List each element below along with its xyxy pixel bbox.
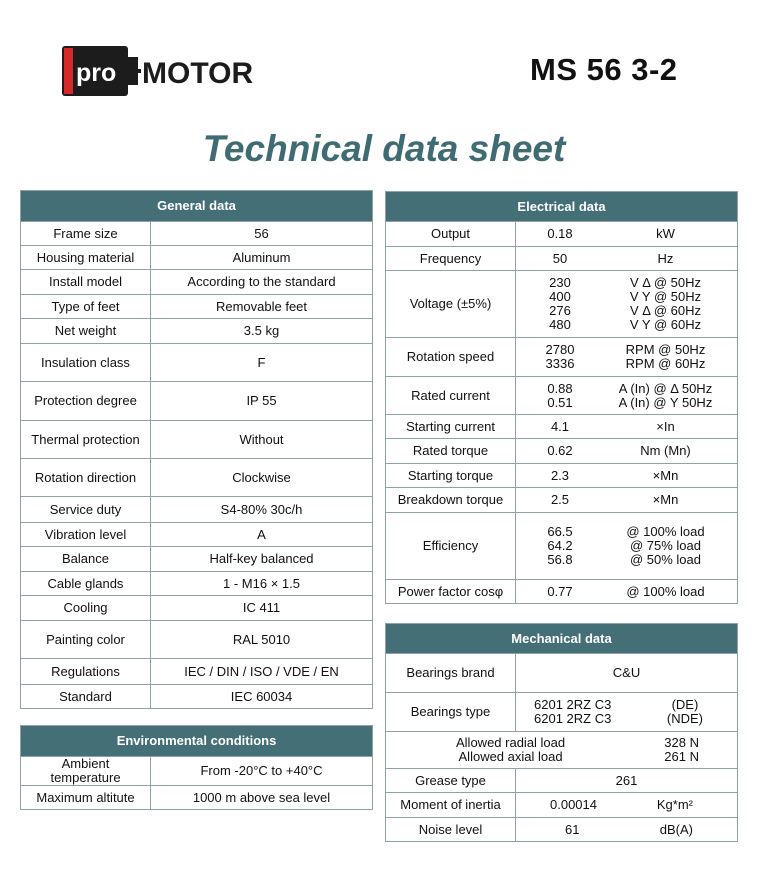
general-label: Net weight bbox=[21, 319, 151, 344]
general-label: Housing material bbox=[21, 246, 151, 270]
electrical-value: 2780 bbox=[545, 342, 575, 357]
general-value: 1 - M16 × 1.5 bbox=[151, 572, 373, 596]
electrical-unit: @ 100% load bbox=[626, 583, 705, 599]
general-label: Service duty bbox=[21, 497, 151, 523]
electrical-label: Starting current bbox=[386, 415, 516, 439]
electrical-unit: ×Mn bbox=[652, 492, 679, 507]
electrical-unit: V Y @ 50Hz bbox=[629, 289, 702, 304]
electrical-value: 400 bbox=[549, 289, 571, 304]
electrical-unit: RPM @ 50Hz bbox=[625, 342, 706, 357]
moment-of-inertia-label: Moment of inertia bbox=[386, 793, 516, 818]
general-label: Cable glands bbox=[21, 572, 151, 596]
general-value: F bbox=[151, 344, 373, 382]
electrical-value-cell bbox=[516, 222, 738, 247]
electrical-value: 2.5 bbox=[550, 492, 570, 507]
electrical-value: 0.88 bbox=[547, 380, 573, 396]
electrical-value: 50 bbox=[552, 250, 568, 266]
general-row-thermal-protection bbox=[21, 421, 373, 459]
general-value: Without bbox=[151, 421, 373, 459]
axial-load-value: 261 N bbox=[664, 749, 699, 764]
electrical-row-efficiency bbox=[386, 513, 738, 580]
general-row-install-model bbox=[21, 270, 373, 295]
general-label: Frame size bbox=[21, 222, 151, 246]
electrical-row-power-factor-cos bbox=[386, 580, 738, 604]
environment-row-ambient-temperature bbox=[21, 757, 373, 786]
electrical-row-rotation-speed bbox=[386, 338, 738, 377]
general-row-frame-size bbox=[21, 222, 373, 246]
noise-level-label: Noise level bbox=[386, 818, 516, 842]
general-row-service-duty bbox=[21, 497, 373, 523]
general-row-standard bbox=[21, 685, 373, 709]
environmental-heading: Environmental conditions bbox=[21, 726, 373, 757]
general-row-painting-color bbox=[21, 621, 373, 659]
electrical-unit: A (In) @ Y 50Hz bbox=[618, 394, 713, 410]
model-number: MS 56 3-2 bbox=[530, 52, 678, 87]
electrical-value: 56.8 bbox=[547, 552, 573, 567]
mechanical-data-table bbox=[385, 623, 738, 842]
general-value: 56 bbox=[151, 222, 373, 246]
moment-of-inertia-value: 0.00014 bbox=[550, 797, 597, 812]
general-label: Cooling bbox=[21, 596, 151, 621]
electrical-value-cell bbox=[516, 377, 738, 415]
electrical-label: Frequency bbox=[386, 247, 516, 271]
electrical-value: 276 bbox=[549, 303, 571, 318]
electrical-label: Power factor cosφ bbox=[386, 580, 516, 604]
electrical-row-breakdown-torque bbox=[386, 488, 738, 513]
radial-load-label: Allowed radial load bbox=[456, 735, 566, 750]
general-row-rotation-direction bbox=[21, 459, 373, 497]
noise-level-value: 61 bbox=[565, 821, 580, 837]
general-label: Install model bbox=[21, 270, 151, 295]
electrical-unit: ×In bbox=[656, 418, 675, 434]
electrical-row-voltage-5 bbox=[386, 271, 738, 338]
electrical-value-cell bbox=[516, 464, 738, 488]
axial-load-label: Allowed axial load bbox=[458, 749, 563, 764]
electrical-row-output bbox=[386, 222, 738, 247]
environment-value: 1000 m above sea level bbox=[151, 786, 373, 810]
bearing-de-value: 6201 2RZ C3 bbox=[534, 697, 612, 712]
grease-type-label: Grease type bbox=[386, 769, 516, 793]
electrical-row-rated-torque bbox=[386, 439, 738, 464]
general-value: A bbox=[151, 523, 373, 547]
electrical-unit: kW bbox=[656, 226, 675, 241]
electrical-label: Efficiency bbox=[386, 513, 516, 580]
bearings-brand-label: Bearings brand bbox=[386, 654, 516, 693]
environment-label: Ambient temperature bbox=[21, 757, 151, 786]
electrical-value: 0.51 bbox=[547, 394, 573, 410]
electrical-value: 0.62 bbox=[547, 443, 573, 458]
page-title: Technical data sheet bbox=[202, 128, 566, 169]
electrical-value: 0.18 bbox=[547, 226, 573, 241]
general-label: Rotation direction bbox=[21, 459, 151, 497]
moment-of-inertia-unit: Kg*m² bbox=[656, 797, 693, 812]
general-label: Standard bbox=[21, 685, 151, 709]
general-value: According to the standard bbox=[151, 270, 373, 295]
general-data-heading: General data bbox=[21, 191, 373, 222]
general-row-net-weight bbox=[21, 319, 373, 344]
electrical-value: 3336 bbox=[545, 356, 575, 371]
electrical-value: 0.77 bbox=[547, 583, 573, 599]
electrical-value-cell bbox=[516, 271, 738, 338]
electrical-label: Rated torque bbox=[386, 439, 516, 464]
bearings-brand-value: C&U bbox=[516, 654, 738, 693]
general-label: Insulation class bbox=[21, 344, 151, 382]
bearings-type-label: Bearings type bbox=[386, 693, 516, 732]
general-label: Protection degree bbox=[21, 382, 151, 421]
bearing-de-end: (DE) bbox=[671, 697, 699, 712]
electrical-label: Output bbox=[386, 222, 516, 247]
electrical-label: Rated current bbox=[386, 377, 516, 415]
general-row-type-of-feet bbox=[21, 295, 373, 319]
general-value: S4-80% 30c/h bbox=[151, 497, 373, 523]
electrical-unit: @ 50% load bbox=[629, 552, 702, 567]
electrical-unit: ×Mn bbox=[652, 467, 679, 483]
general-value: IEC 60034 bbox=[151, 685, 373, 709]
electrical-value-cell bbox=[516, 488, 738, 513]
general-row-cooling bbox=[21, 596, 373, 621]
electrical-value-cell bbox=[516, 513, 738, 580]
general-value: IP 55 bbox=[151, 382, 373, 421]
noise-level-unit: dB(A) bbox=[659, 821, 693, 837]
electrical-unit: Hz bbox=[657, 250, 674, 266]
electrical-row-starting-current bbox=[386, 415, 738, 439]
general-label: Painting color bbox=[21, 621, 151, 659]
general-row-insulation-class bbox=[21, 344, 373, 382]
moment-of-inertia-cell bbox=[516, 793, 738, 818]
general-row-protection-degree bbox=[21, 382, 373, 421]
bearing-nde-end: (NDE) bbox=[666, 711, 703, 726]
general-label: Regulations bbox=[21, 659, 151, 685]
electrical-unit: Nm (Mn) bbox=[640, 443, 691, 458]
general-value: IC 411 bbox=[151, 596, 373, 621]
electrical-row-starting-torque bbox=[386, 464, 738, 488]
radial-load-value: 328 N bbox=[664, 735, 699, 750]
electrical-value-cell bbox=[516, 247, 738, 271]
grease-type-value: 261 bbox=[516, 769, 738, 793]
electrical-row-rated-current bbox=[386, 377, 738, 415]
electrical-value: 64.2 bbox=[547, 538, 573, 553]
mechanical-data-heading: Mechanical data bbox=[386, 624, 738, 654]
general-row-housing-material bbox=[21, 246, 373, 270]
general-row-balance bbox=[21, 547, 373, 572]
electrical-unit: A (In) @ Δ 50Hz bbox=[618, 380, 713, 396]
electrical-value: 2.3 bbox=[550, 467, 570, 483]
electrical-unit: V Δ @ 60Hz bbox=[629, 303, 702, 318]
electrical-unit: RPM @ 60Hz bbox=[625, 356, 706, 371]
environment-value: From -20°C to +40°C bbox=[151, 757, 373, 786]
electrical-row-frequency bbox=[386, 247, 738, 271]
general-label: Vibration level bbox=[21, 523, 151, 547]
electrical-value: 66.5 bbox=[547, 524, 573, 539]
electrical-unit: @ 100% load bbox=[626, 524, 705, 539]
general-data-table bbox=[20, 190, 373, 709]
general-value: IEC / DIN / ISO / VDE / EN bbox=[151, 659, 373, 685]
general-row-cable-glands bbox=[21, 572, 373, 596]
general-value: Removable feet bbox=[151, 295, 373, 319]
brand-logo bbox=[60, 43, 295, 99]
bearings-type-cell bbox=[516, 693, 738, 732]
logo-motor-text: MOTOR bbox=[142, 57, 254, 90]
general-value: 3.5 kg bbox=[151, 319, 373, 344]
electrical-label: Rotation speed bbox=[386, 338, 516, 377]
logo-pro-text: pro bbox=[76, 59, 117, 87]
general-value: Clockwise bbox=[151, 459, 373, 497]
general-value: RAL 5010 bbox=[151, 621, 373, 659]
electrical-value: 4.1 bbox=[550, 418, 570, 434]
electrical-data-heading: Electrical data bbox=[386, 192, 738, 222]
general-label: Thermal protection bbox=[21, 421, 151, 459]
noise-level-cell bbox=[516, 818, 738, 842]
allowed-loads-cell bbox=[386, 732, 738, 769]
electrical-label: Starting torque bbox=[386, 464, 516, 488]
electrical-unit: V Y @ 60Hz bbox=[629, 317, 702, 332]
general-value: Aluminum bbox=[151, 246, 373, 270]
general-row-regulations bbox=[21, 659, 373, 685]
environment-row-maximum-altitute bbox=[21, 786, 373, 810]
electrical-value-cell bbox=[516, 439, 738, 464]
electrical-value-cell bbox=[516, 338, 738, 377]
electrical-value: 480 bbox=[549, 317, 571, 332]
electrical-label: Voltage (±5%) bbox=[386, 271, 516, 338]
bearing-nde-value: 6201 2RZ C3 bbox=[534, 711, 612, 726]
general-label: Balance bbox=[21, 547, 151, 572]
general-value: Half-key balanced bbox=[151, 547, 373, 572]
environmental-conditions-table bbox=[20, 725, 373, 810]
general-label: Type of feet bbox=[21, 295, 151, 319]
general-row-vibration-level bbox=[21, 523, 373, 547]
electrical-value-cell bbox=[516, 580, 738, 604]
electrical-value-cell bbox=[516, 415, 738, 439]
electrical-value: 230 bbox=[549, 275, 571, 290]
electrical-label: Breakdown torque bbox=[386, 488, 516, 513]
electrical-unit: V Δ @ 50Hz bbox=[629, 275, 702, 290]
electrical-unit: @ 75% load bbox=[629, 538, 702, 553]
environment-label: Maximum altitute bbox=[21, 786, 151, 810]
electrical-data-table bbox=[385, 191, 738, 604]
